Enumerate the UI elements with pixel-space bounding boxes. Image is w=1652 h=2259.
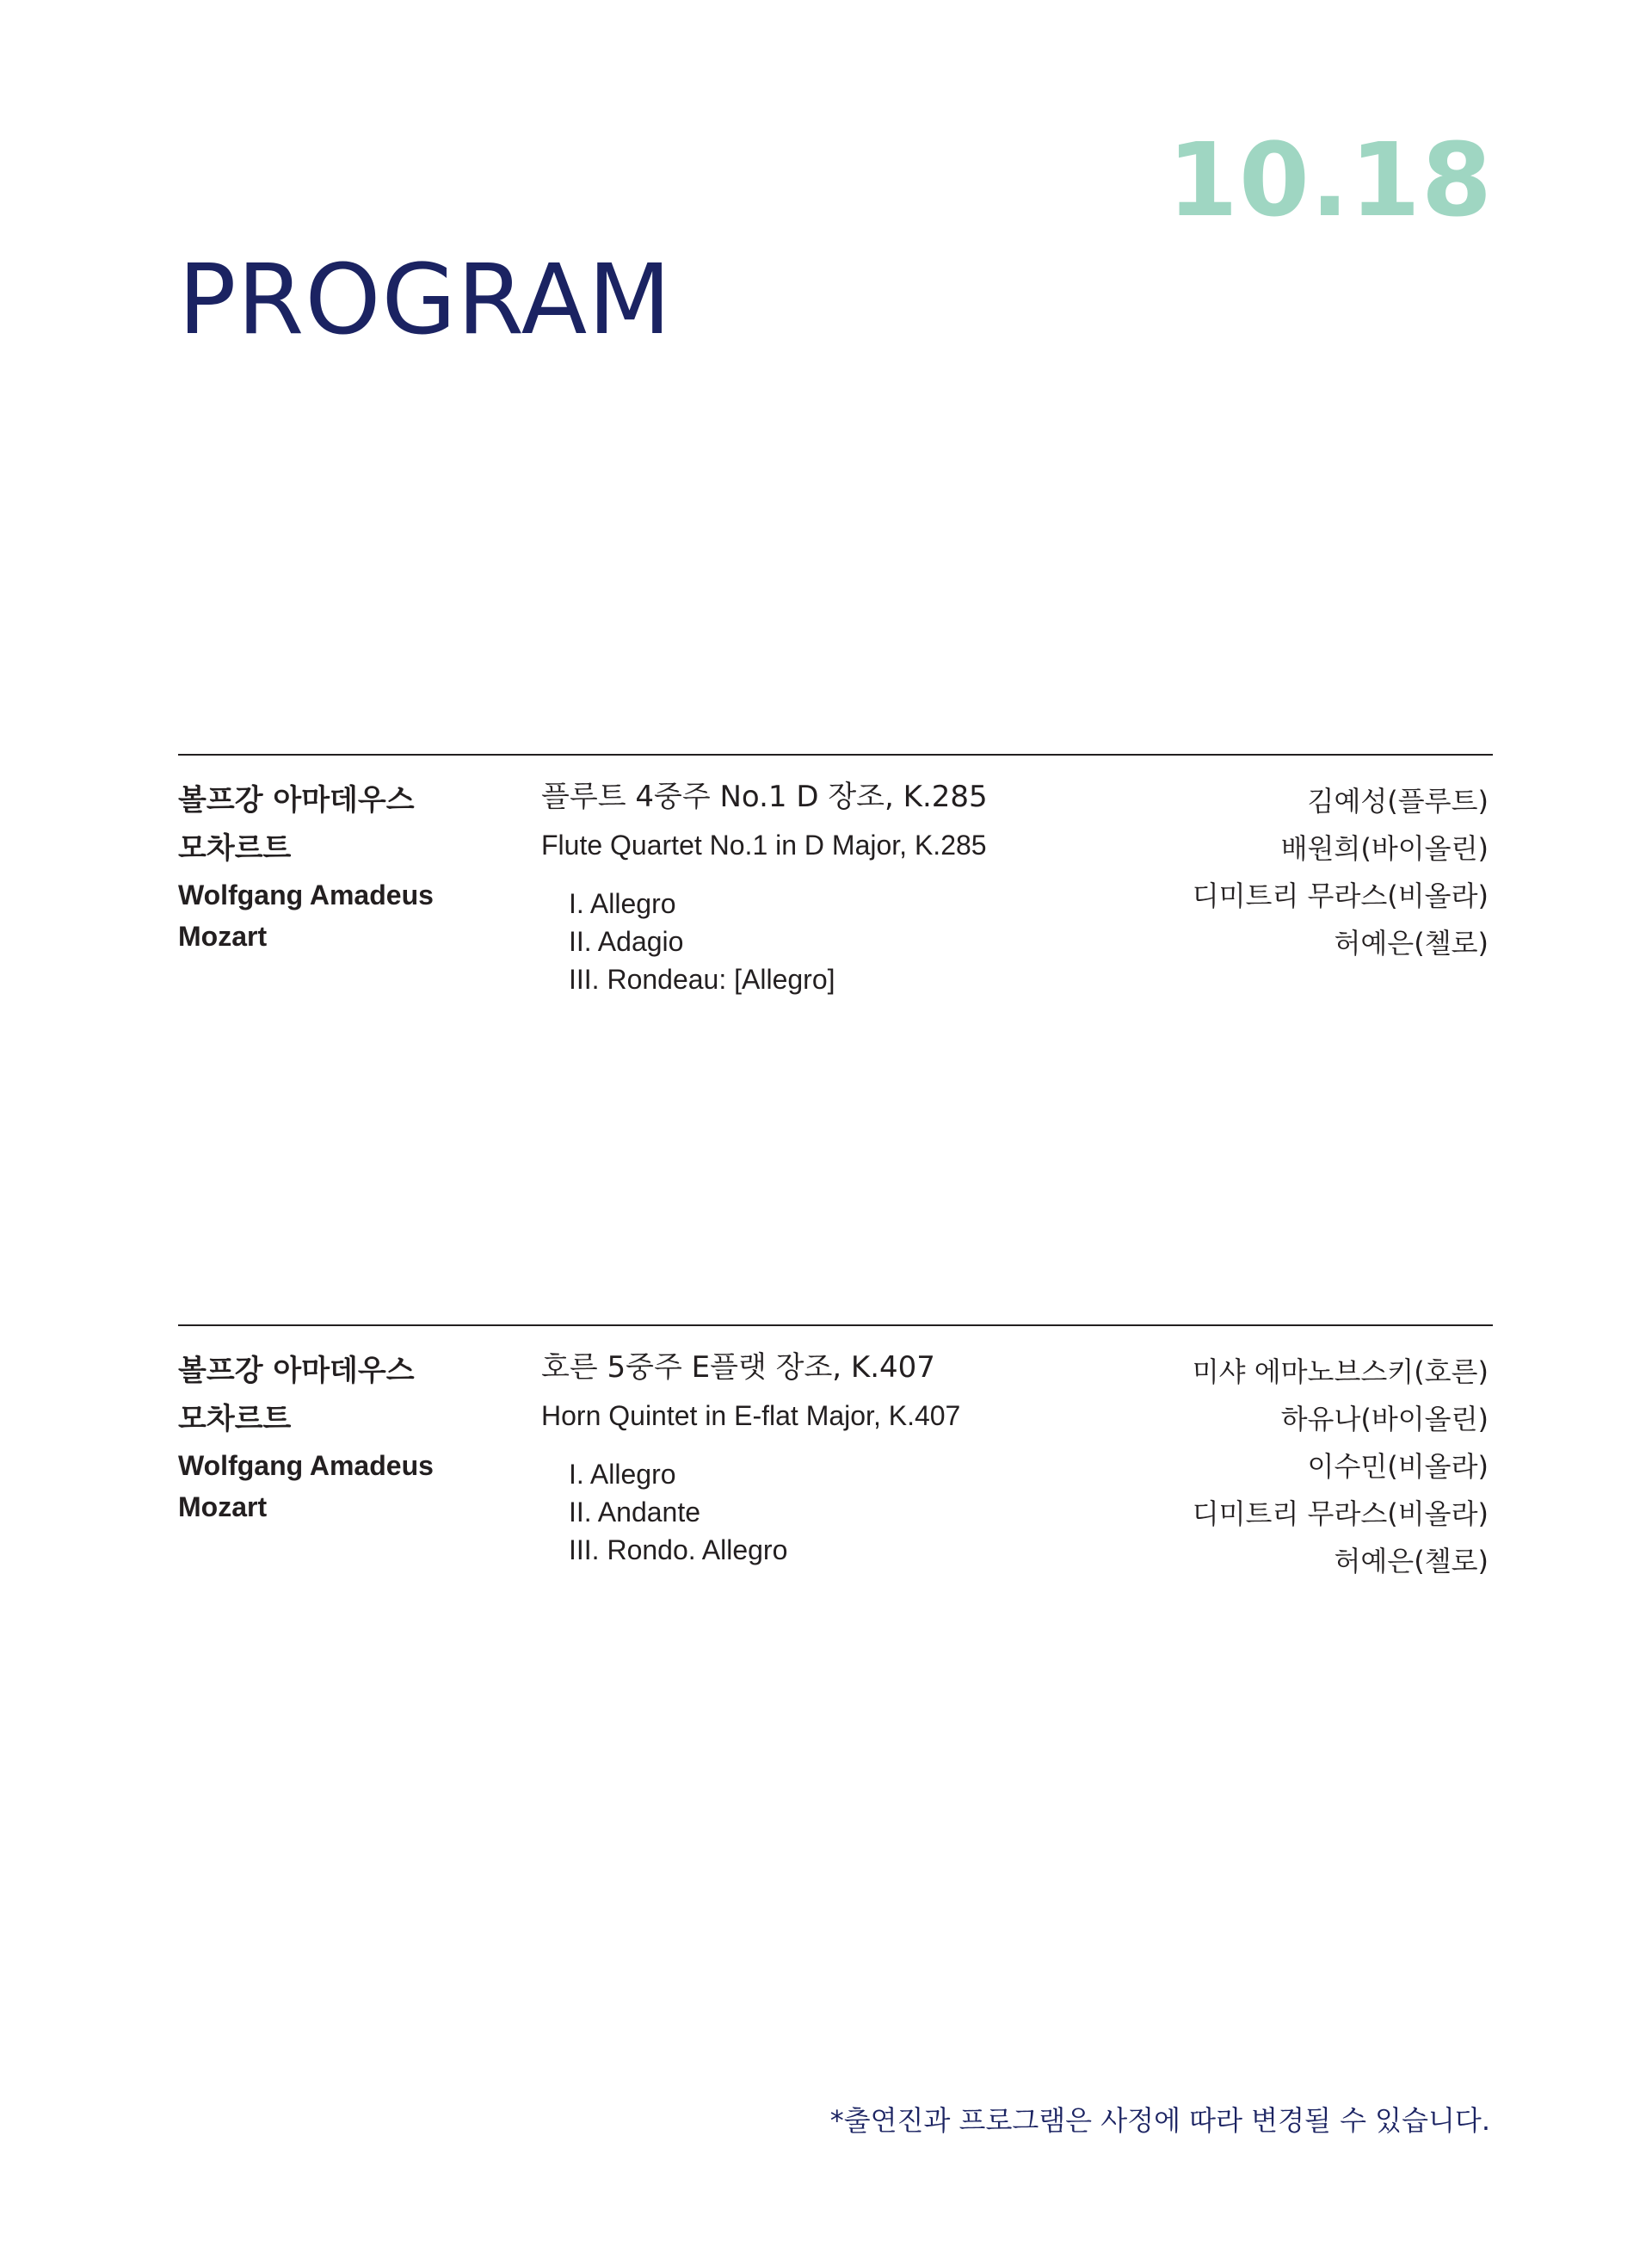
performer: 디미트리 무라스(비올라) (1192, 880, 1489, 912)
performer: 허예은(첼로) (1334, 1545, 1489, 1577)
performer-list (972, 1349, 1489, 1585)
composer-name-en: Mozart (178, 921, 268, 952)
movement: II. Andante (569, 1497, 701, 1528)
composer-name-kr: 모차르트 (178, 831, 292, 866)
composer (178, 756, 522, 957)
performer: 배원희(바이올린) (1280, 832, 1489, 865)
performer: 하유나(바이올린) (1280, 1403, 1489, 1435)
composer-name-en: Wolfgang Amadeus (178, 1450, 434, 1481)
performer: 김예성(플루트) (1307, 785, 1489, 818)
work-title-en: Flute Quartet No.1 in D Major, K.285 (541, 830, 987, 861)
composer-name-kr: 모차르트 (178, 1402, 292, 1436)
performer: 허예은(첼로) (1334, 927, 1489, 960)
movement: III. Rondo. Allegro (569, 1534, 788, 1565)
performer: 디미트리 무라스(비올라) (1192, 1497, 1489, 1530)
movement: II. Adagio (569, 926, 684, 957)
program-item (178, 754, 1493, 1014)
work-title-kr: 플루트 4중주 No.1 D 장조, K.285 (541, 780, 988, 814)
performer: 미샤 에마노브스키(호른) (1192, 1355, 1489, 1388)
concert-date: 10.18 (1167, 120, 1493, 239)
movement: I. Allegro (569, 1459, 676, 1490)
composer-name-en: Mozart (178, 1491, 268, 1522)
performer-list (972, 778, 1489, 967)
movement: I. Allegro (569, 888, 676, 919)
composer-name-kr: 볼프강 아마데우스 (178, 1354, 415, 1388)
work-title-kr: 호른 5중주 E플랫 장조, K.407 (541, 1350, 935, 1385)
movement: III. Rondeau: [Allegro] (569, 964, 835, 995)
composer-name-en: Wolfgang Amadeus (178, 880, 434, 910)
work-title-en: Horn Quintet in E-flat Major, K.407 (541, 1400, 961, 1431)
composer-name-kr: 볼프강 아마데우스 (178, 783, 415, 818)
composer (178, 1326, 522, 1528)
program-item (178, 1324, 1493, 1602)
performer: 이수민(비올라) (1307, 1450, 1489, 1483)
page-title: PROGRAM (178, 244, 672, 356)
footnote: *출연진과 프로그램은 사정에 따라 변경될 수 있습니다. (829, 2104, 1490, 2137)
